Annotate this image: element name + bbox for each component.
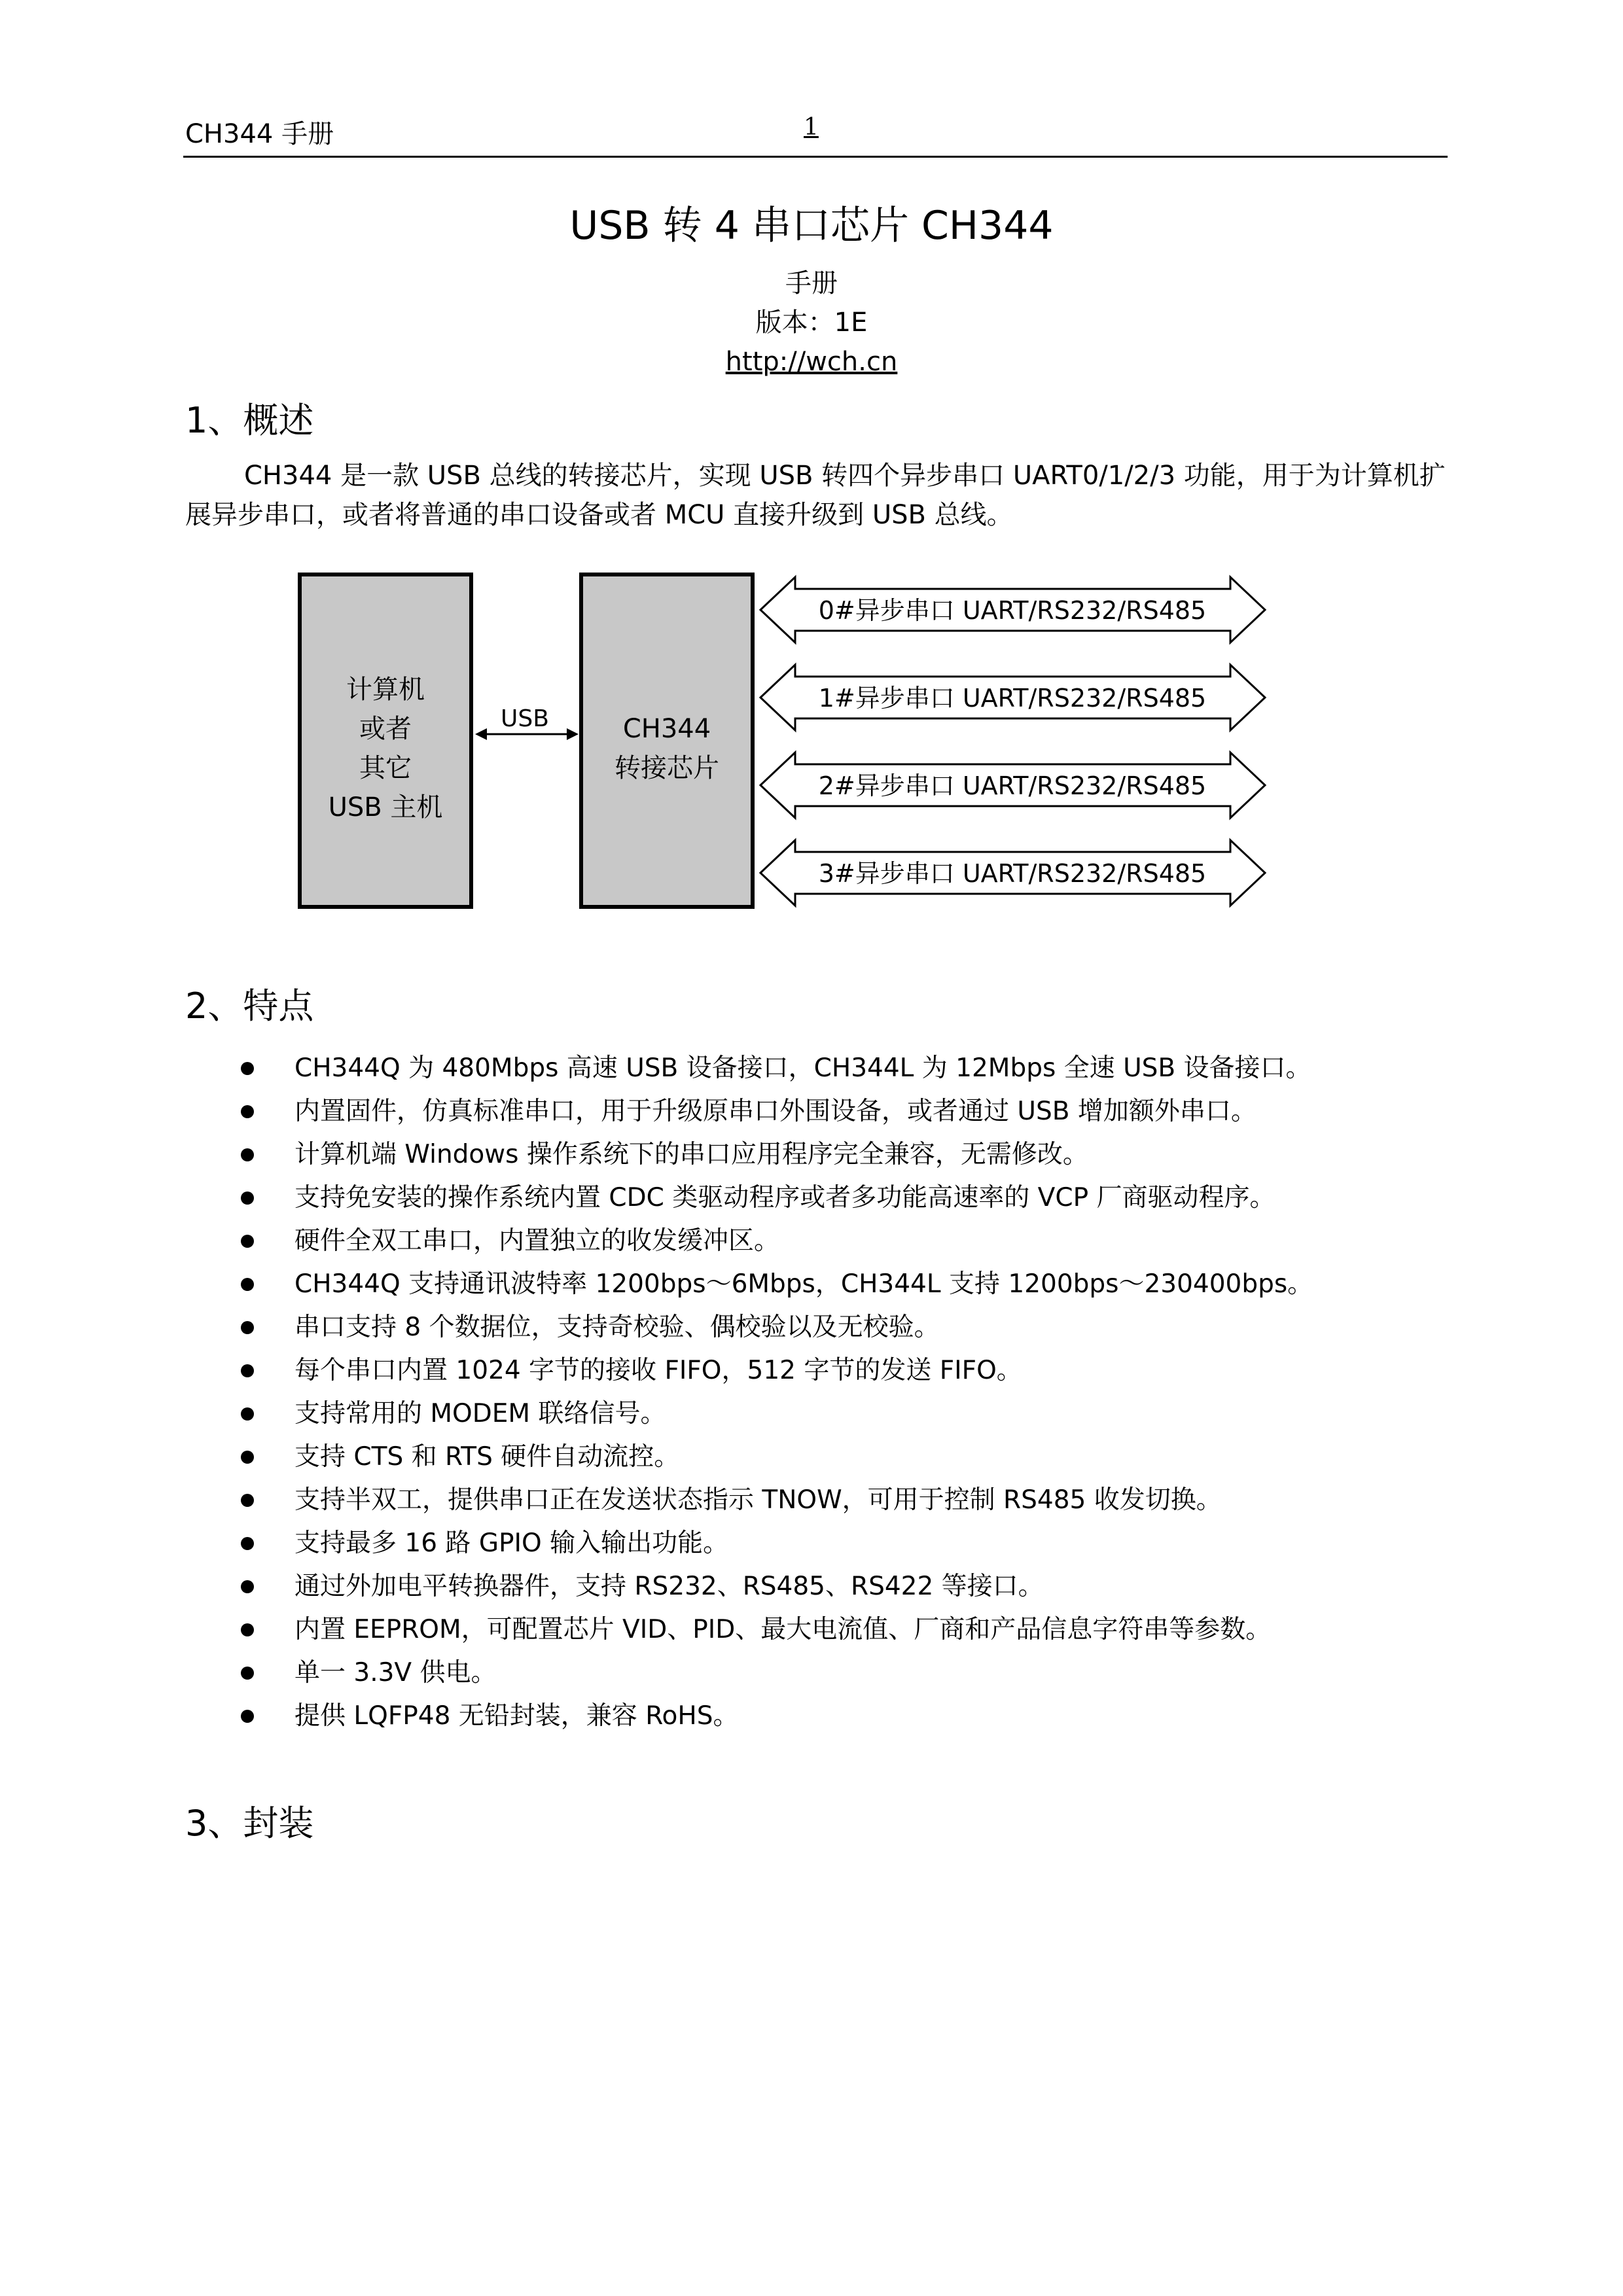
document-title: USB 转 4 串口芯片 CH344 [569, 203, 1054, 249]
feature-item [236, 1479, 1446, 1522]
feature-item [236, 1047, 1446, 1090]
feature-item [236, 1436, 1446, 1479]
feature-text: 硬件全双工串口，内置独立的收发缓冲区。 [294, 1226, 780, 1256]
bullet-icon [241, 1364, 254, 1377]
block-diagram-svg [294, 569, 1296, 923]
feature-text: 支持最多 16 路 GPIO 输入输出功能。 [294, 1528, 729, 1558]
bullet-icon [241, 1451, 254, 1464]
feature-item [236, 1349, 1446, 1392]
feature-item [236, 1306, 1446, 1349]
feature-text: 支持半双工，提供串口正在发送状态指示 TNOW，可用于控制 RS485 收发切换。 [294, 1485, 1222, 1515]
port-0-arrow [760, 577, 1265, 643]
feature-item [236, 1263, 1446, 1306]
feature-text: 内置固件，仿真标准串口，用于升级原串口外围设备，或者通过 USB 增加额外串口。 [294, 1097, 1257, 1126]
header-rule [183, 156, 1448, 158]
usb-link-arrow-right [567, 728, 579, 740]
feature-item [236, 1090, 1446, 1133]
feature-item [236, 1608, 1446, 1651]
port-3-label: 3#异步串口 UART/RS232/RS485 [818, 859, 1207, 888]
port-3-arrow [760, 840, 1265, 906]
bullet-icon [241, 1494, 254, 1507]
usb-link-arrow-left [475, 728, 487, 740]
section-2-heading: 2、特点 [185, 985, 314, 1027]
bullet-icon [241, 1062, 254, 1075]
feature-text: 通过外加电平转换器件，支持 RS232、RS485、RS422 等接口。 [294, 1572, 1044, 1601]
bullet-icon [241, 1407, 254, 1421]
bullet-icon [241, 1580, 254, 1593]
host-label-line-3: 其它 [359, 753, 412, 783]
feature-list [236, 1047, 1446, 1738]
port-2-label: 2#异步串口 UART/RS232/RS485 [818, 771, 1207, 800]
host-label-line-4: USB 主机 [328, 792, 443, 822]
document-url-link[interactable]: http://wch.cn [725, 347, 898, 377]
feature-text: 支持免安装的操作系统内置 CDC 类驱动程序或者多功能高速率的 VCP 厂商驱动程序。 [294, 1183, 1275, 1212]
host-label-line-2: 或者 [359, 714, 412, 744]
document-subtitle: 手册 [785, 268, 838, 298]
section-1-heading: 1、概述 [185, 400, 314, 441]
feature-item [236, 1220, 1446, 1263]
feature-item [236, 1695, 1446, 1738]
feature-text: 内置 EEPROM，可配置芯片 VID、PID、最大电流值、厂商和产品信息字符串等参数。 [294, 1615, 1272, 1644]
bullet-icon [241, 1192, 254, 1205]
feature-text: 计算机端 Windows 操作系统下的串口应用程序完全兼容，无需修改。 [294, 1140, 1088, 1169]
section-1-paragraph-text: CH344 是一款 USB 总线的转接芯片，实现 USB 转四个异步串口 UART0/1/2/3 功能，用于为计算机扩展异步串口，或者将普通的串口设备或者 MCU 直接升级到 USB 总线。 [185, 461, 1446, 530]
bullet-icon [241, 1537, 254, 1550]
bullet-icon [241, 1710, 254, 1723]
bullet-icon [241, 1105, 254, 1118]
document-version: 版本：1E [755, 308, 868, 338]
feature-text: 单一 3.3V 供电。 [294, 1658, 497, 1687]
bullet-icon [241, 1235, 254, 1248]
bullet-icon [241, 1278, 254, 1291]
usb-link-label: USB [501, 705, 549, 732]
feature-text: 串口支持 8 个数据位，支持奇校验、偶校验以及无校验。 [294, 1313, 940, 1342]
port-2-arrow [760, 752, 1265, 818]
feature-item [236, 1565, 1446, 1608]
feature-text: 每个串口内置 1024 字节的接收 FIFO，512 字节的发送 FIFO。 [294, 1356, 1022, 1385]
feature-item [236, 1522, 1446, 1565]
feature-text: 提供 LQFP48 无铅封装，兼容 RoHS。 [294, 1701, 739, 1731]
feature-item [236, 1392, 1446, 1436]
header-doc-name: CH344 手册 [185, 119, 334, 149]
port-0-label: 0#异步串口 UART/RS232/RS485 [818, 596, 1207, 625]
header-page-number: 1 [804, 114, 819, 141]
port-1-label: 1#异步串口 UART/RS232/RS485 [818, 684, 1207, 713]
section-3-heading: 3、封装 [185, 1803, 314, 1844]
port-1-arrow [760, 665, 1265, 730]
feature-text: 支持 CTS 和 RTS 硬件自动流控。 [294, 1442, 680, 1472]
bullet-icon [241, 1148, 254, 1161]
feature-item [236, 1133, 1446, 1176]
feature-item [236, 1176, 1446, 1220]
host-label-line-1: 计算机 [346, 675, 425, 705]
bullet-icon [241, 1321, 254, 1334]
bullet-icon [241, 1667, 254, 1680]
feature-item [236, 1651, 1446, 1695]
chip-label-line-1: CH344 [622, 714, 711, 744]
section-1-paragraph [185, 456, 1448, 535]
feature-text: CH344Q 为 480Mbps 高速 USB 设备接口，CH344L 为 12Mbps 全速 USB 设备接口。 [294, 1053, 1311, 1083]
feature-text: CH344Q 支持通讯波特率 1200bps～6Mbps，CH344L 支持 1200bps～230400bps。 [294, 1269, 1313, 1299]
chip-label-line-2: 转接芯片 [615, 753, 719, 783]
feature-text: 支持常用的 MODEM 联络信号。 [294, 1399, 666, 1428]
bullet-icon [241, 1623, 254, 1636]
block-diagram [294, 569, 1296, 923]
